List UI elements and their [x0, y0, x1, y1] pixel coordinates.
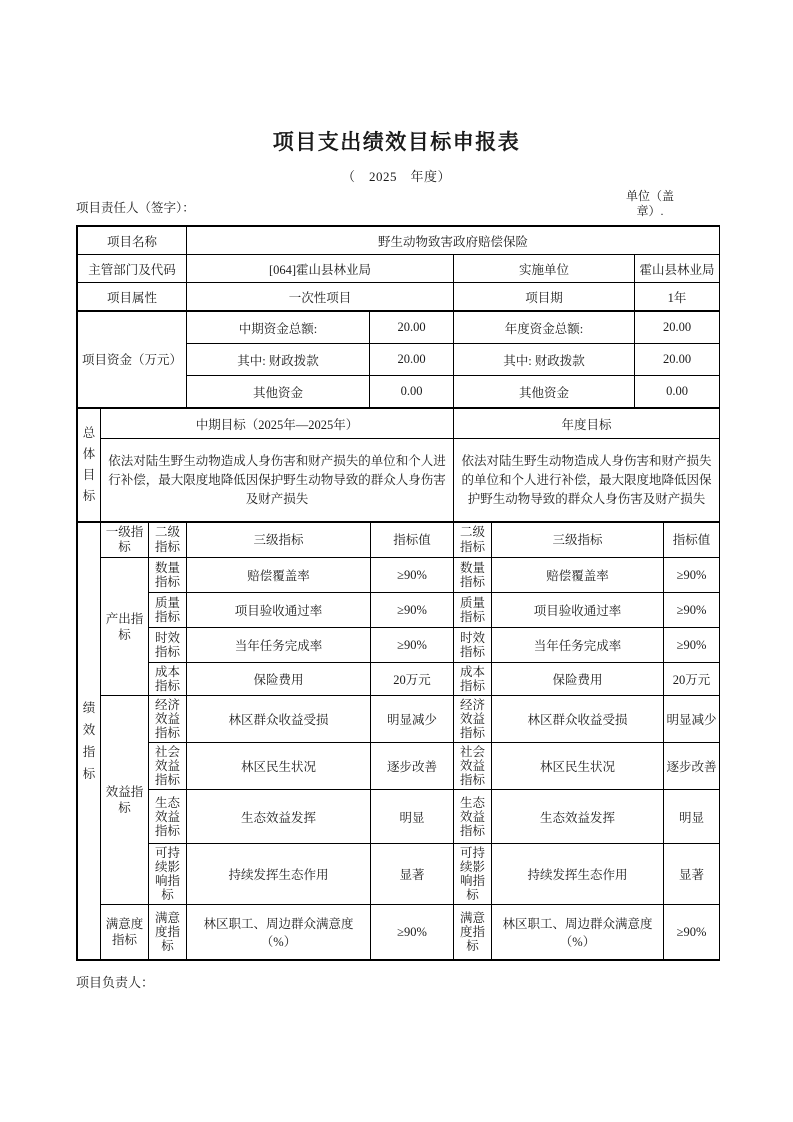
l3-cell: 林区群众收益受损: [187, 696, 371, 743]
band-indicators: [77, 522, 720, 960]
l2-cell: 社会效益指标: [454, 743, 492, 790]
fiscal-left-label: 其中: 财政拨款: [187, 344, 370, 376]
fiscal-right-value: 20.00: [635, 344, 720, 376]
value-cell: ≥90%: [664, 593, 720, 628]
value-cell: ≥90%: [371, 558, 454, 593]
l2-cell: 满意度指标: [149, 905, 187, 960]
band-funds: [77, 311, 720, 408]
value-cell: 显著: [371, 844, 454, 905]
indicator-row: [78, 663, 720, 696]
value-cell: 逐步改善: [371, 743, 454, 790]
table-row: [78, 255, 720, 283]
value-cell: ≥90%: [664, 628, 720, 663]
declaration-form-table: [76, 225, 720, 961]
l3-cell: 当年任务完成率: [492, 628, 664, 663]
impl-unit-label: 实施单位: [454, 255, 635, 283]
period-label: 项目期: [454, 283, 635, 311]
annual-total-value: 20.00: [635, 312, 720, 344]
l3-cell: 生态效益发挥: [492, 790, 664, 844]
l2-cell: 质量指标: [149, 593, 187, 628]
other-left-value: 0.00: [370, 376, 454, 408]
period-value: 1年: [635, 283, 720, 311]
table-row: [78, 409, 720, 439]
band-overall-goals: [77, 408, 720, 522]
level2-header-right: 二级指标: [454, 523, 492, 558]
fiscal-right-label: 其中: 财政拨款: [454, 344, 635, 376]
group-benefit-label: 效益指标: [101, 696, 149, 905]
impl-unit-value: 霍山县林业局: [635, 255, 720, 283]
group-output-label: 产出指标: [101, 558, 149, 696]
value-cell: ≥90%: [664, 905, 720, 960]
level3-header-left: 三级指标: [187, 523, 371, 558]
indicator-row: [78, 790, 720, 844]
attribute-label: 项目属性: [78, 283, 187, 311]
l2-cell: 数量指标: [454, 558, 492, 593]
funds-group-label: 项目资金（万元）: [78, 312, 187, 408]
l3-cell: 保险费用: [187, 663, 371, 696]
l2-cell: 生态效益指标: [149, 790, 187, 844]
indicators-vertical-label: 绩效指标: [78, 523, 101, 960]
mid-total-value: 20.00: [370, 312, 454, 344]
value-cell: 20万元: [371, 663, 454, 696]
value-cell: 明显减少: [664, 696, 720, 743]
l3-cell: 保险费用: [492, 663, 664, 696]
indicator-row: [78, 558, 720, 593]
value-cell: 逐步改善: [664, 743, 720, 790]
l2-cell: 社会效益指标: [149, 743, 187, 790]
value-cell: ≥90%: [371, 593, 454, 628]
table-row: [78, 312, 720, 344]
l3-cell: 生态效益发挥: [187, 790, 371, 844]
l2-cell: 数量指标: [149, 558, 187, 593]
mid-total-label: 中期资金总额:: [187, 312, 370, 344]
value-cell: ≥90%: [371, 628, 454, 663]
band-basic-info: [77, 226, 720, 311]
indicator-row: [78, 593, 720, 628]
l2-cell: 经济效益指标: [149, 696, 187, 743]
table-row: [78, 439, 720, 522]
l2-cell: 可持续影响指标: [149, 844, 187, 905]
other-right-value: 0.00: [635, 376, 720, 408]
l3-cell: 持续发挥生态作用: [492, 844, 664, 905]
l2-cell: 生态效益指标: [454, 790, 492, 844]
dept-code-label: 主管部门及代码: [78, 255, 187, 283]
indicator-row: [78, 844, 720, 905]
mid-goal-text: 依法对陆生野生动物造成人身伤害和财产损失的单位和个人进行补偿，最大限度地降低因保护野生动物导致的群众人身伤害及财产损失: [101, 439, 454, 522]
l3-cell: 项目验收通过率: [187, 593, 371, 628]
l3-cell: 林区职工、周边群众满意度（%）: [492, 905, 664, 960]
l3-cell: 林区群众收益受损: [492, 696, 664, 743]
indicator-row: [78, 696, 720, 743]
level3-header-right: 三级指标: [492, 523, 664, 558]
value-header-left: 指标值: [371, 523, 454, 558]
value-cell: 显著: [664, 844, 720, 905]
signer-label: 项目责任人（签字）：: [76, 201, 195, 215]
project-name-label: 项目名称: [78, 227, 187, 255]
meta-row: [76, 189, 718, 225]
l3-cell: 当年任务完成率: [187, 628, 371, 663]
annual-goal-header: 年度目标: [454, 409, 720, 439]
page-title: 项目支出绩效目标申报表: [272, 130, 521, 154]
indicator-row: [78, 905, 720, 960]
group-satisfaction-label: 满意度指标: [101, 905, 149, 960]
l2-cell: 时效指标: [149, 628, 187, 663]
attribute-value: 一次性项目: [187, 283, 454, 311]
l2-cell: 经济效益指标: [454, 696, 492, 743]
l2-cell: 成本指标: [149, 663, 187, 696]
l3-cell: 项目验收通过率: [492, 593, 664, 628]
l2-cell: 可持续影响指标: [454, 844, 492, 905]
value-header-right: 指标值: [664, 523, 720, 558]
overall-goal-vertical-label: 总体目标: [78, 409, 101, 522]
indicator-row: [78, 743, 720, 790]
annual-goal-text: 依法对陆生野生动物造成人身伤害和财产损失的单位和个人进行补偿，最大限度地降低因保护野生动物导致的群众人身伤害及财产损失: [454, 439, 720, 522]
indicator-row: [78, 628, 720, 663]
l3-cell: 林区民生状况: [492, 743, 664, 790]
other-right-label: 其他资金: [454, 376, 635, 408]
l3-cell: 林区民生状况: [187, 743, 371, 790]
l3-cell: 林区职工、周边群众满意度（%）: [187, 905, 371, 960]
l2-cell: 成本指标: [454, 663, 492, 696]
value-cell: 20万元: [664, 663, 720, 696]
level1-header: 一级指标: [101, 523, 149, 558]
value-cell: 明显减少: [371, 696, 454, 743]
value-cell: 明显: [371, 790, 454, 844]
l2-cell: 时效指标: [454, 628, 492, 663]
value-cell: 明显: [664, 790, 720, 844]
project-name-value: 野生动物致害政府赔偿保险: [187, 227, 720, 255]
value-cell: ≥90%: [664, 558, 720, 593]
l3-cell: 赔偿覆盖率: [492, 558, 664, 593]
indicator-header-row: [78, 523, 720, 558]
other-left-label: 其他资金: [187, 376, 370, 408]
unit-seal-label: 单位（盖章）.: [625, 189, 674, 218]
l3-cell: 持续发挥生态作用: [187, 844, 371, 905]
table-row: [78, 227, 720, 255]
mid-goal-header: 中期目标（2025年—2025年）: [101, 409, 454, 439]
l2-cell: 满意度指标: [454, 905, 492, 960]
l3-cell: 赔偿覆盖率: [187, 558, 371, 593]
annual-total-label: 年度资金总额:: [454, 312, 635, 344]
l2-cell: 质量指标: [454, 593, 492, 628]
level2-header-left: 二级指标: [149, 523, 187, 558]
year-subtitle: （ 2025 年度）: [341, 169, 451, 184]
table-row: [78, 283, 720, 311]
project-manager-label: 项目负责人：: [76, 975, 155, 990]
fiscal-left-value: 20.00: [370, 344, 454, 376]
value-cell: ≥90%: [371, 905, 454, 960]
dept-code-value: [064]霍山县林业局: [187, 255, 454, 283]
